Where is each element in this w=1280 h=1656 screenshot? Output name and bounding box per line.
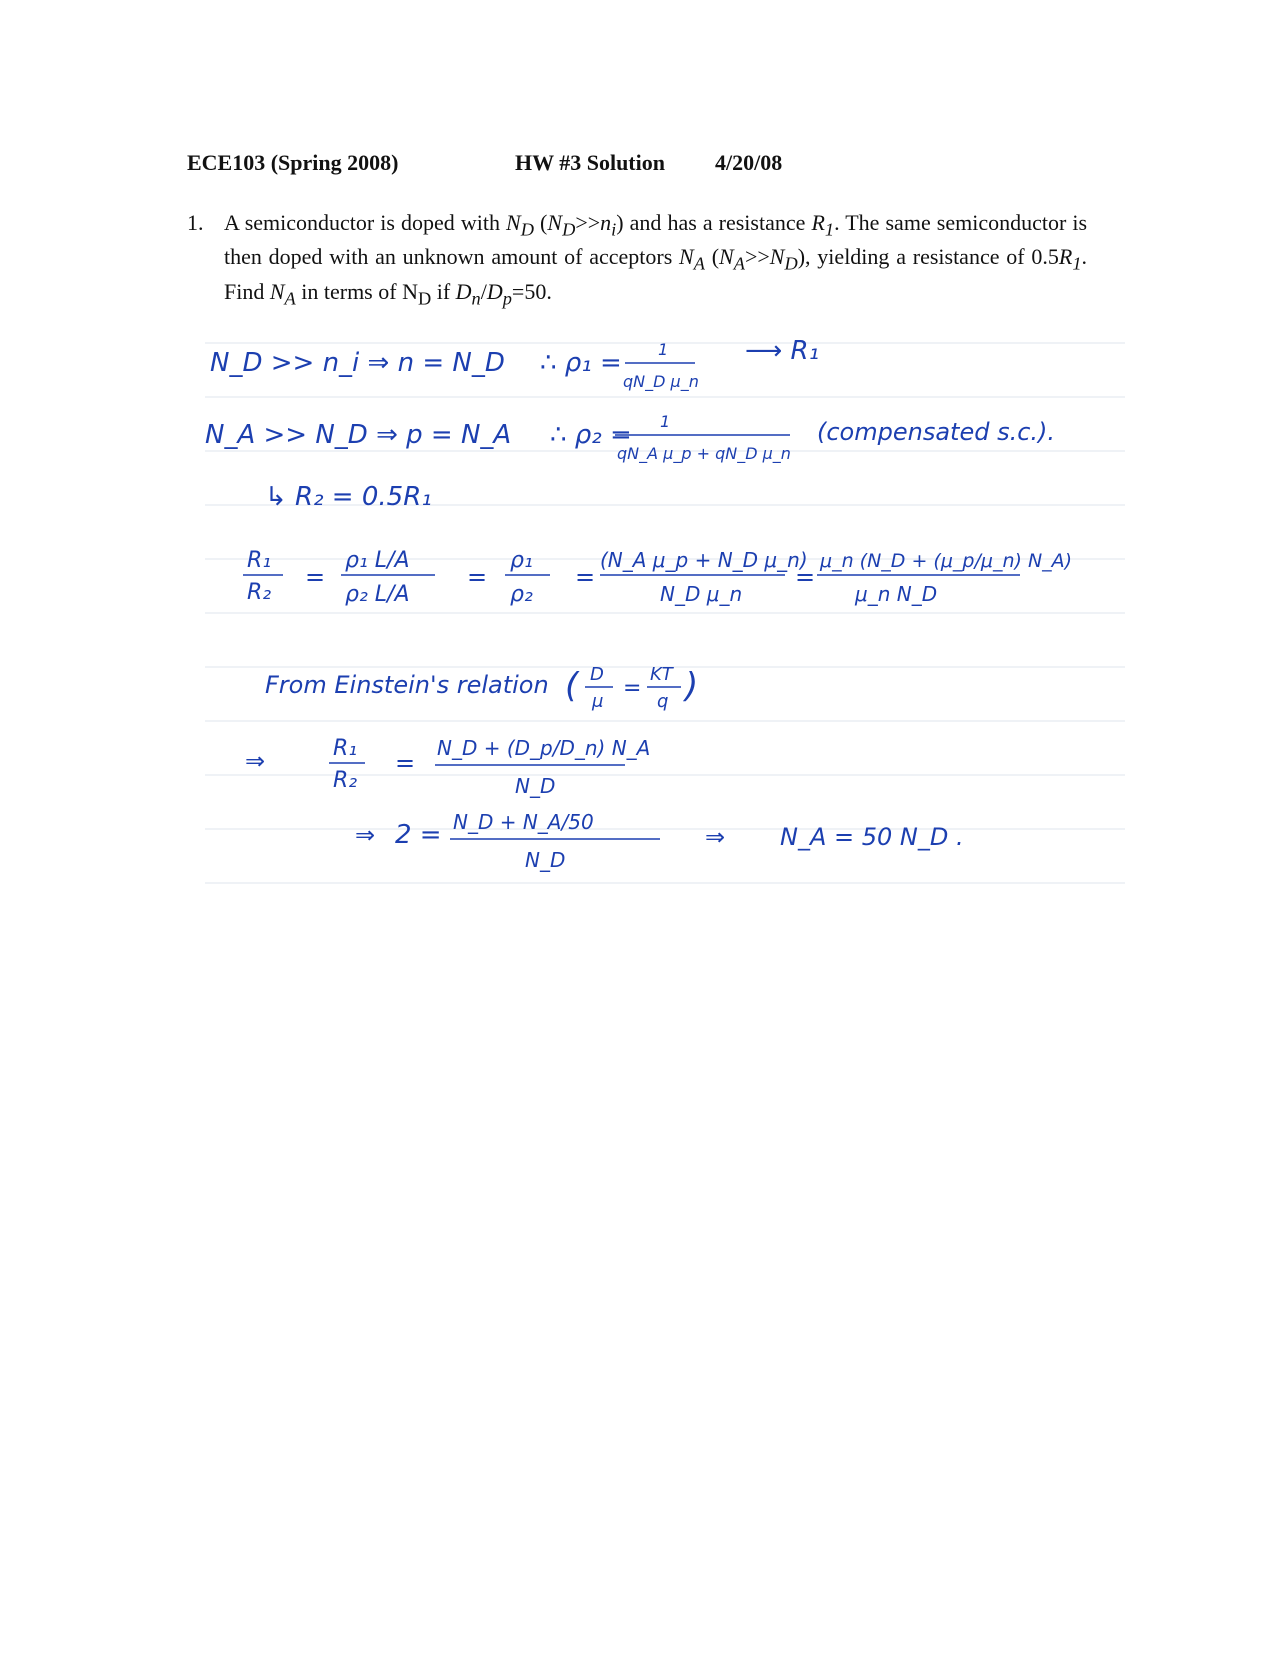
hw-line2-num: 1 [660, 412, 671, 431]
hw-line4-t3-num: (N_A μ_p + N_D μ_n) [600, 548, 808, 572]
hw-line4-t1-den: ρ₂ L/A [345, 582, 410, 607]
hw-line5-rel-eq: = [623, 676, 642, 701]
hw-line6-lhs-num: R₁ [333, 736, 358, 761]
hw-line2-a: N_A >> N_D ⇒ p = N_A [205, 420, 512, 450]
hw-line4-t1-num: ρ₁ L/A [345, 548, 410, 573]
hw-line6-rhs-num: N_D + (D_p/D_n) N_A [437, 736, 651, 760]
problem-1 [187, 209, 1087, 312]
hw-line5-rel-den: μ [592, 691, 604, 712]
hw-line3: ↳ R₂ = 0.5R₁ [265, 482, 432, 512]
svg-text:(: ( [565, 666, 579, 706]
hw-line4-t3-den: N_D μ_n [660, 582, 743, 606]
hw-line5-text: From Einstein's relation [265, 671, 549, 699]
hw-line4-t2-num: ρ₁ [510, 548, 533, 573]
hw-line7-result: N_A = 50 N_D . [780, 823, 964, 851]
hw-line7-lhs: 2 = [395, 820, 442, 850]
notebook-page [205, 335, 1125, 935]
hw-line4-eq4: = [795, 563, 816, 591]
hw-line7-arrow2: ⇒ [705, 823, 726, 851]
problem-statement: A semiconductor is doped with $N_D$ $(N_D>>n_i)$ and has a resistance $R_1$. The same semiconductor is then doped with an unknown amount of acceptors $N_A$ $(N_A>>N_D)$, yielding a resistance of $0.5R_1$. Find $N_A$ in terms of $N_D$ if $D_n/D_p=50$. [224, 210, 1088, 309]
hw-line5-rel-rhs-den: q [657, 691, 669, 712]
hw-line4-eq3: = [575, 563, 596, 591]
hw-line4-t4-num: μ_n (N_D + (μ_p/μ_n) N_A) [820, 550, 1073, 572]
hw-line1-a: N_D >> n_i ⇒ n = N_D [210, 348, 505, 378]
hw-line4-lhs-den: R₂ [247, 580, 272, 605]
handwritten-solution [205, 335, 1125, 935]
hw-line2-den: qN_A μ_p + qN_D μ_n [617, 444, 791, 463]
hw-line1-num: 1 [658, 340, 669, 359]
hw-line6-arrow: ⇒ [245, 747, 266, 775]
assignment-date: 4/20/08 [715, 150, 783, 175]
hw-line1-den: qN_D μ_n [623, 372, 699, 391]
hw-line4-t2-den: ρ₂ [510, 582, 533, 607]
course-title: ECE103 (Spring 2008) [187, 150, 399, 175]
handwriting [205, 336, 1072, 872]
assignment-title: HW #3 Solution [515, 150, 665, 175]
hw-line1-b: ∴ ρ₁ = [540, 348, 622, 378]
hw-line7-den: N_D [525, 848, 566, 872]
hw-line5-rel-rhs-num: KT [650, 664, 673, 685]
hw-line2-c: (compensated s.c.). [817, 418, 1056, 446]
hw-line7-num: N_D + N_A/50 [453, 810, 594, 834]
hw-line6-lhs-den: R₂ [333, 768, 358, 793]
hw-line7-arrow: ⇒ [355, 821, 376, 849]
problem-number: 1. [187, 210, 204, 235]
hw-line6-rhs-den: N_D [515, 774, 556, 798]
hw-line2-b: ∴ ρ₂ = [550, 420, 632, 450]
hw-line4-eq2: = [467, 563, 488, 591]
svg-text:): ) [685, 666, 699, 706]
hw-line5-rel-num: D [590, 664, 604, 685]
hw-line4-lhs-num: R₁ [247, 548, 272, 573]
hw-line4-eq1: = [305, 563, 326, 591]
hw-line6-eq: = [395, 749, 416, 777]
hw-line1-c: ⟶ R₁ [745, 336, 820, 366]
hw-line4-t4-den: μ_n N_D [855, 582, 938, 606]
